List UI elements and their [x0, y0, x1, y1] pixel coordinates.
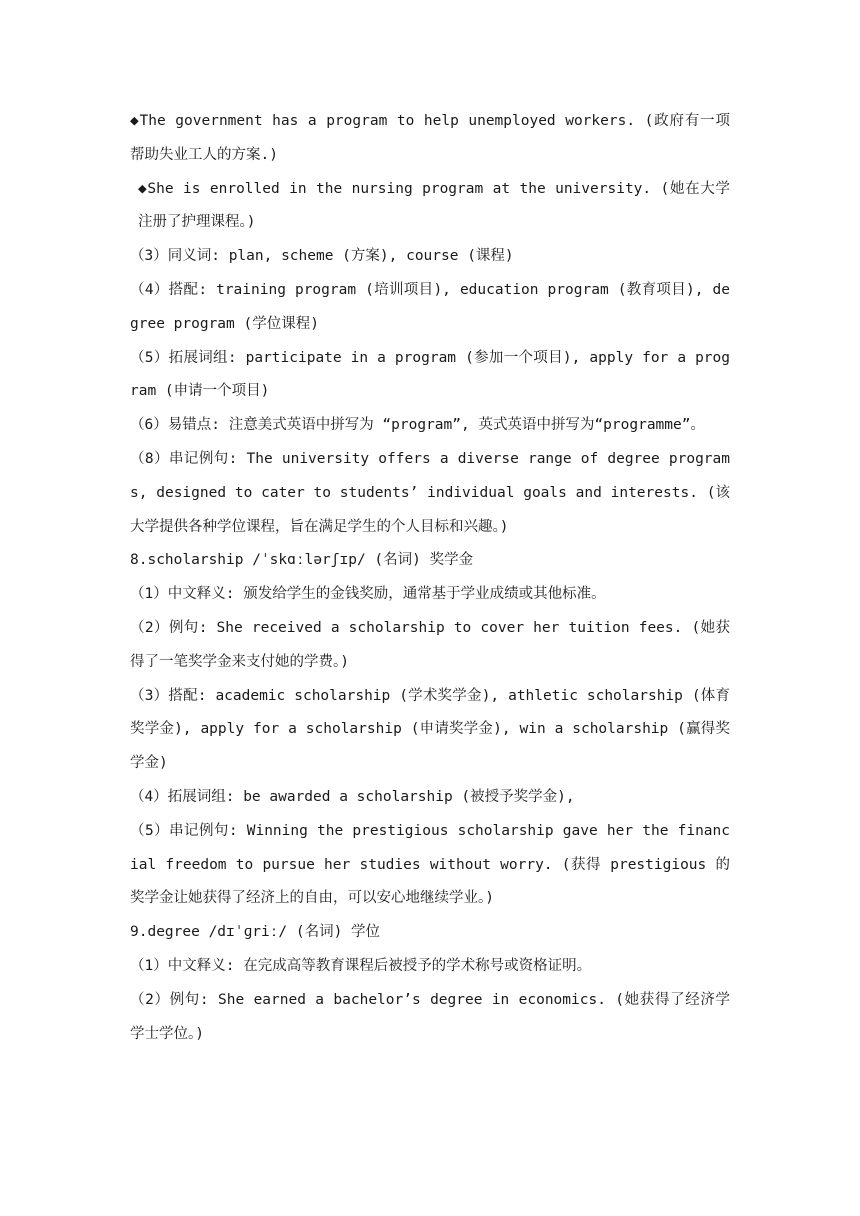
program-memory-sentence: （8）串记例句: The university offers a diverse range of degree programs, designed to cater to students’ individual goals and interests. (该大学提供各种学位课程，旨在满足学生的个人目标和兴趣。) [130, 450, 730, 535]
example-sentence-nursing: ◆She is enrolled in the nursing program at the university. (她在大学注册了护理课程。) [138, 180, 730, 231]
program-extended-phrases: （5）拓展词组: participate in a program (参加一个项目), apply for a program (申请一个项目) [130, 349, 730, 400]
entry-heading-degree: 9.degree /dɪˈɡriː/ (名词) 学位 [130, 924, 381, 941]
document-page [130, 105, 730, 1051]
degree-definition: （1）中文释义: 在完成高等教育课程后被授予的学术称号或资格证明。 [130, 957, 592, 974]
program-common-errors: （6）易错点: 注意美式英语中拼写为 “program”, 英式英语中拼写为“programme”。 [130, 417, 705, 434]
scholarship-extended-phrases: （4）拓展词组: be awarded a scholarship (被授予奖学金), [130, 788, 575, 805]
scholarship-collocations: （3）搭配: academic scholarship (学术奖学金), athletic scholarship (体育奖学金), apply for a scholarship (申请奖学金), win a scholarship (赢得奖学金) [130, 687, 730, 772]
scholarship-example: （2）例句: She received a scholarship to cover her tuition fees. (她获得了一笔奖学金来支付她的学费。) [130, 619, 730, 670]
example-sentence-government: ◆The government has a program to help unemployed workers. (政府有一项帮助失业工人的方案.) [130, 113, 730, 163]
scholarship-memory-sentence: （5）串记例句: Winning the prestigious scholarship gave her the financial freedom to pursue her studies without worry. (获得 prestigious 的奖学金让她获得了经济上的自由，可以安心地继续学业。) [130, 822, 730, 907]
program-collocations: （4）搭配: training program (培训项目), education program (教育项目), degree program (学位课程) [130, 281, 730, 332]
entry-heading-scholarship: 8.scholarship /ˈskɑːlərʃɪp/ (名词) 奖学金 [130, 552, 474, 569]
degree-example: （2）例句: She earned a bachelor’s degree in economics. (她获得了经济学学士学位。) [130, 991, 730, 1042]
scholarship-definition: （1）中文释义: 颁发给学生的金钱奖励，通常基于学业成绩或其他标准。 [130, 586, 606, 603]
program-synonyms: （3）同义词: plan, scheme (方案), course (课程) [130, 248, 514, 265]
